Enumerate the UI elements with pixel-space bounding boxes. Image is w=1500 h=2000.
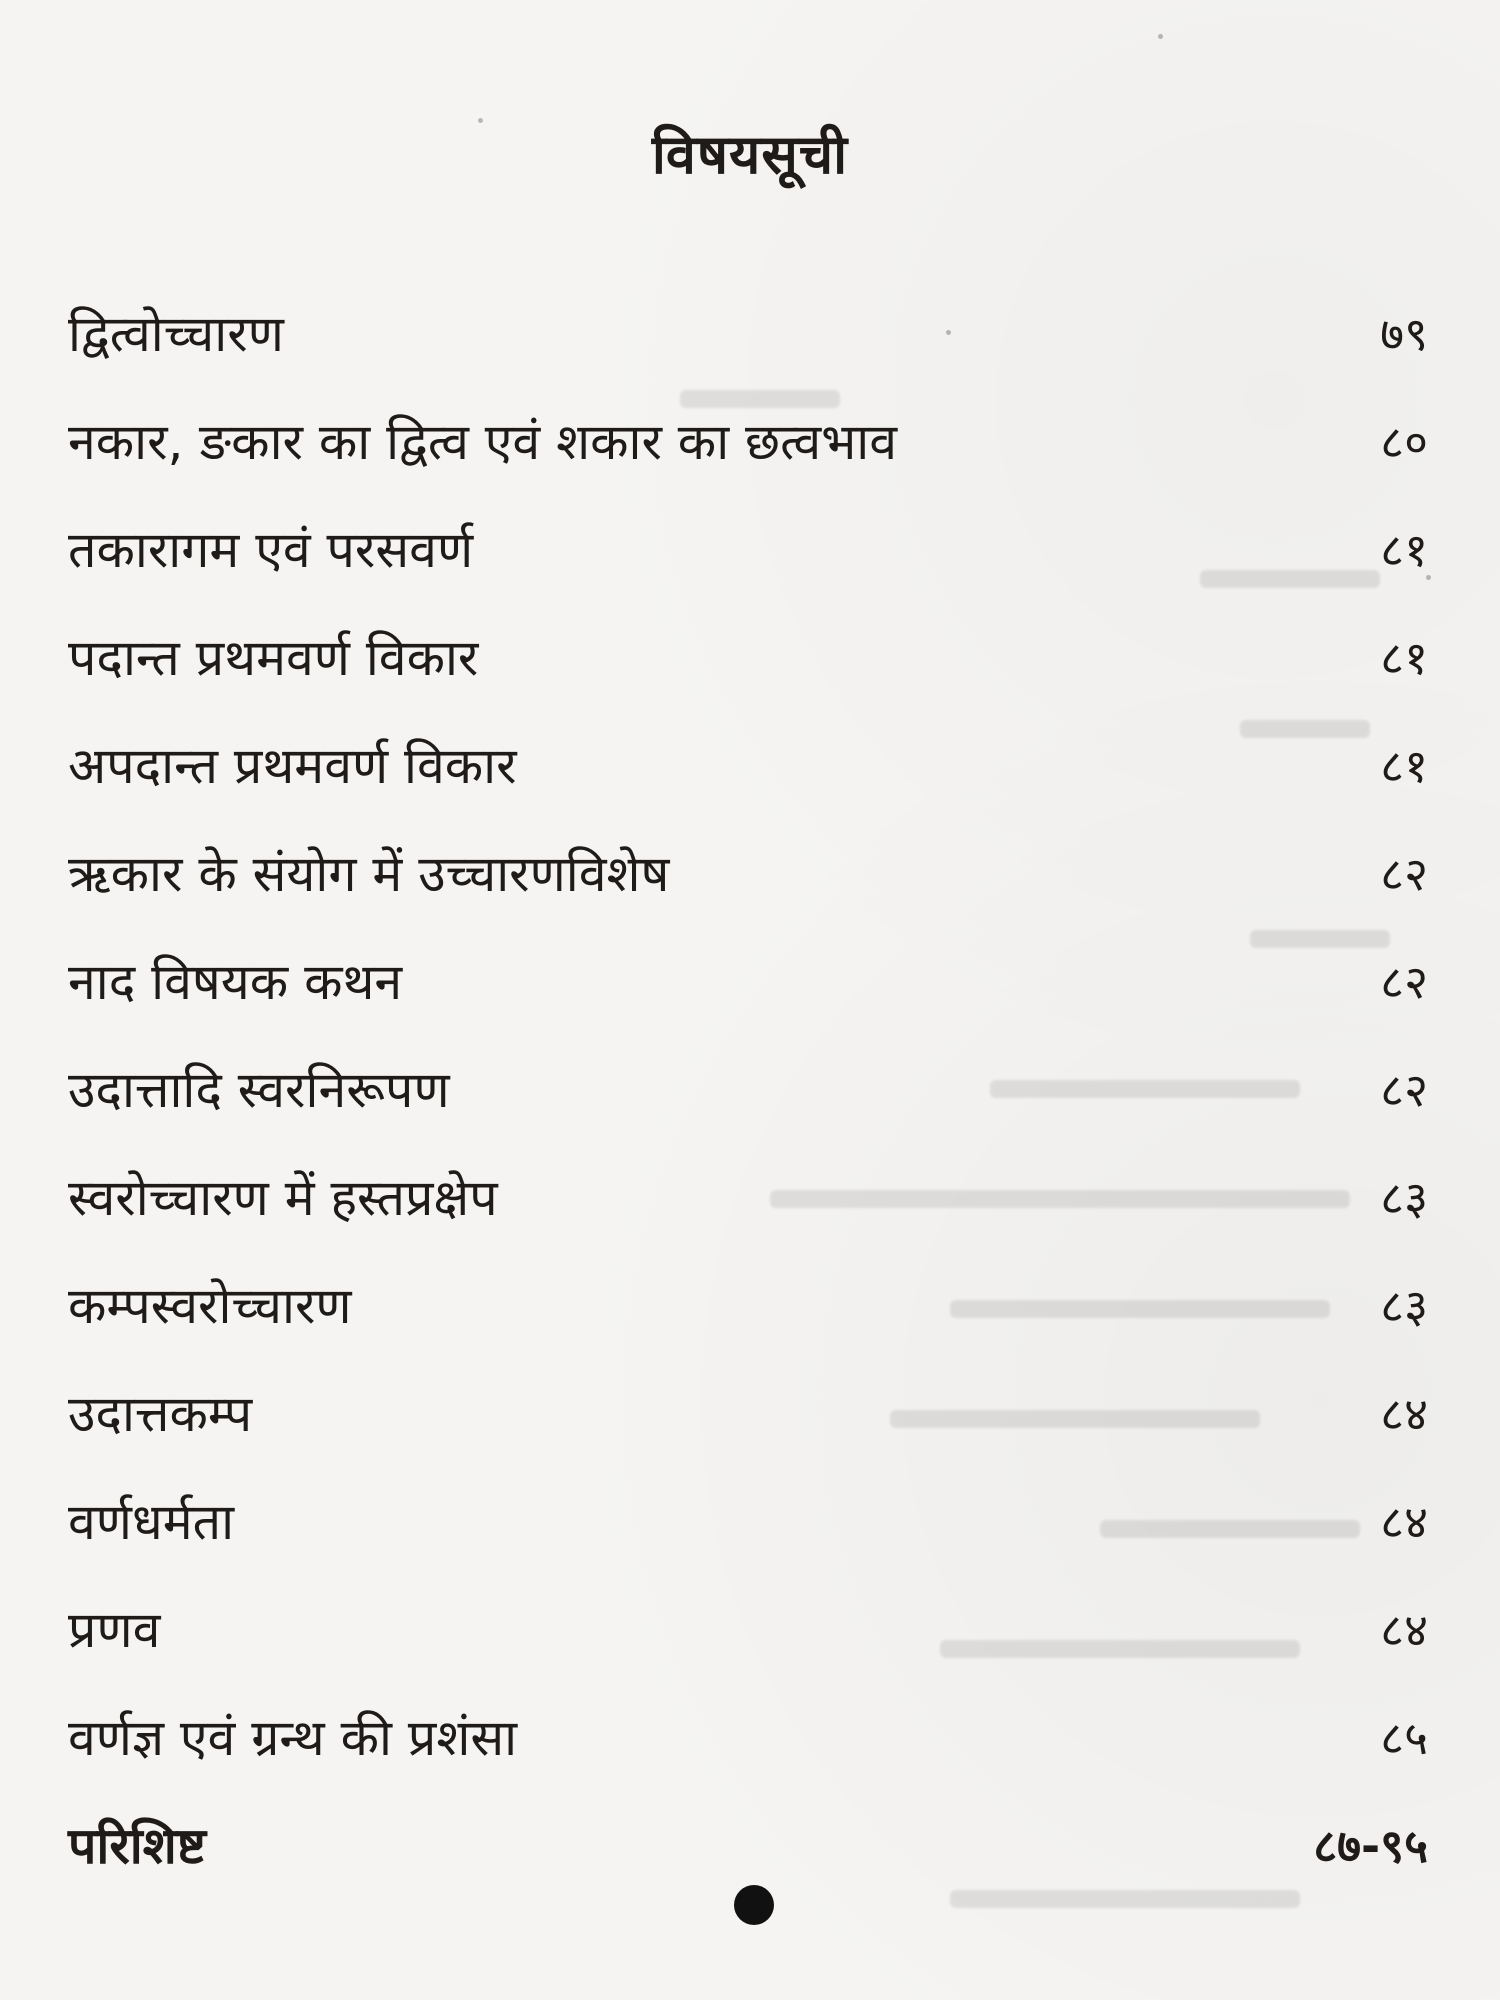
- toc-entry-page: ८१: [1380, 739, 1428, 793]
- toc-entry: [68, 1576, 1428, 1684]
- page-marker-dot: [734, 1885, 774, 1925]
- toc-entry-page: ८४: [1380, 1387, 1428, 1441]
- toc-entry-label: द्वित्वोच्चारण: [68, 304, 284, 363]
- toc-entry-page: ८३: [1380, 1171, 1428, 1225]
- toc-entry-page: ८२: [1380, 955, 1428, 1009]
- toc-entry-label: प्रणव: [68, 1600, 161, 1659]
- toc-entry-page: ८२: [1380, 1063, 1428, 1117]
- toc-entry-label: पदान्त प्रथमवर्ण विकार: [68, 628, 479, 687]
- toc-entry-page: ७९: [1380, 307, 1428, 361]
- toc-entry-page: ८७-९५: [1313, 1819, 1428, 1873]
- toc-entry-label: परिशिष्ट: [68, 1816, 206, 1875]
- toc-entry: [68, 928, 1428, 1036]
- toc-entry: [68, 1036, 1428, 1144]
- toc-entry-label: तकारागम एवं परसवर्ण: [68, 520, 474, 579]
- toc-entry-label: अपदान्त प्रथमवर्ण विकार: [68, 736, 517, 795]
- toc-entry: [68, 604, 1428, 712]
- toc-entry: [68, 1684, 1428, 1792]
- toc-entry: [68, 1252, 1428, 1360]
- toc-entry-page: ८३: [1380, 1279, 1428, 1333]
- toc-entry-label: वर्णधर्मता: [68, 1492, 235, 1551]
- toc-entry-page: ८१: [1380, 631, 1428, 685]
- toc-entry-label: ऋकार के संयोग में उच्चारणविशेष: [68, 844, 670, 903]
- toc-entry-page: ८४: [1380, 1495, 1428, 1549]
- toc-entry-page: ८२: [1380, 847, 1428, 901]
- toc-entry: [68, 820, 1428, 928]
- toc-entry: [68, 496, 1428, 604]
- toc-entry-label: नकार, ङकार का द्वित्व एवं शकार का छत्वभाव: [68, 412, 898, 471]
- toc-entry-page: ८०: [1380, 415, 1428, 469]
- toc-entry-page: ८१: [1380, 523, 1428, 577]
- toc-entry-page: ८४: [1380, 1603, 1428, 1657]
- toc-entry: [68, 712, 1428, 820]
- page-title: विषयसूची: [651, 123, 849, 186]
- toc-entry: [68, 280, 1428, 388]
- toc-entry-label: कम्पस्वरोच्चारण: [68, 1276, 352, 1335]
- toc-entry-label: स्वरोच्चारण में हस्तप्रक्षेप: [68, 1168, 498, 1227]
- toc-entry: [68, 1144, 1428, 1252]
- toc-entry-label: उदात्तकम्प: [68, 1384, 253, 1443]
- paper-speck: [1158, 34, 1163, 39]
- toc-entry-label: वर्णज्ञ एवं ग्रन्थ की प्रशंसा: [68, 1708, 518, 1767]
- toc-entry-page: ८५: [1380, 1711, 1428, 1765]
- toc-entry-label: उदात्तादि स्वरनिरूपण: [68, 1060, 450, 1119]
- paper-speck: [478, 118, 483, 123]
- table-of-contents: [68, 280, 1428, 1900]
- toc-entry: [68, 388, 1428, 496]
- toc-entry: [68, 1468, 1428, 1576]
- toc-entry-label: नाद विषयक कथन: [68, 952, 403, 1011]
- toc-entry-appendix: [68, 1792, 1428, 1900]
- toc-entry: [68, 1360, 1428, 1468]
